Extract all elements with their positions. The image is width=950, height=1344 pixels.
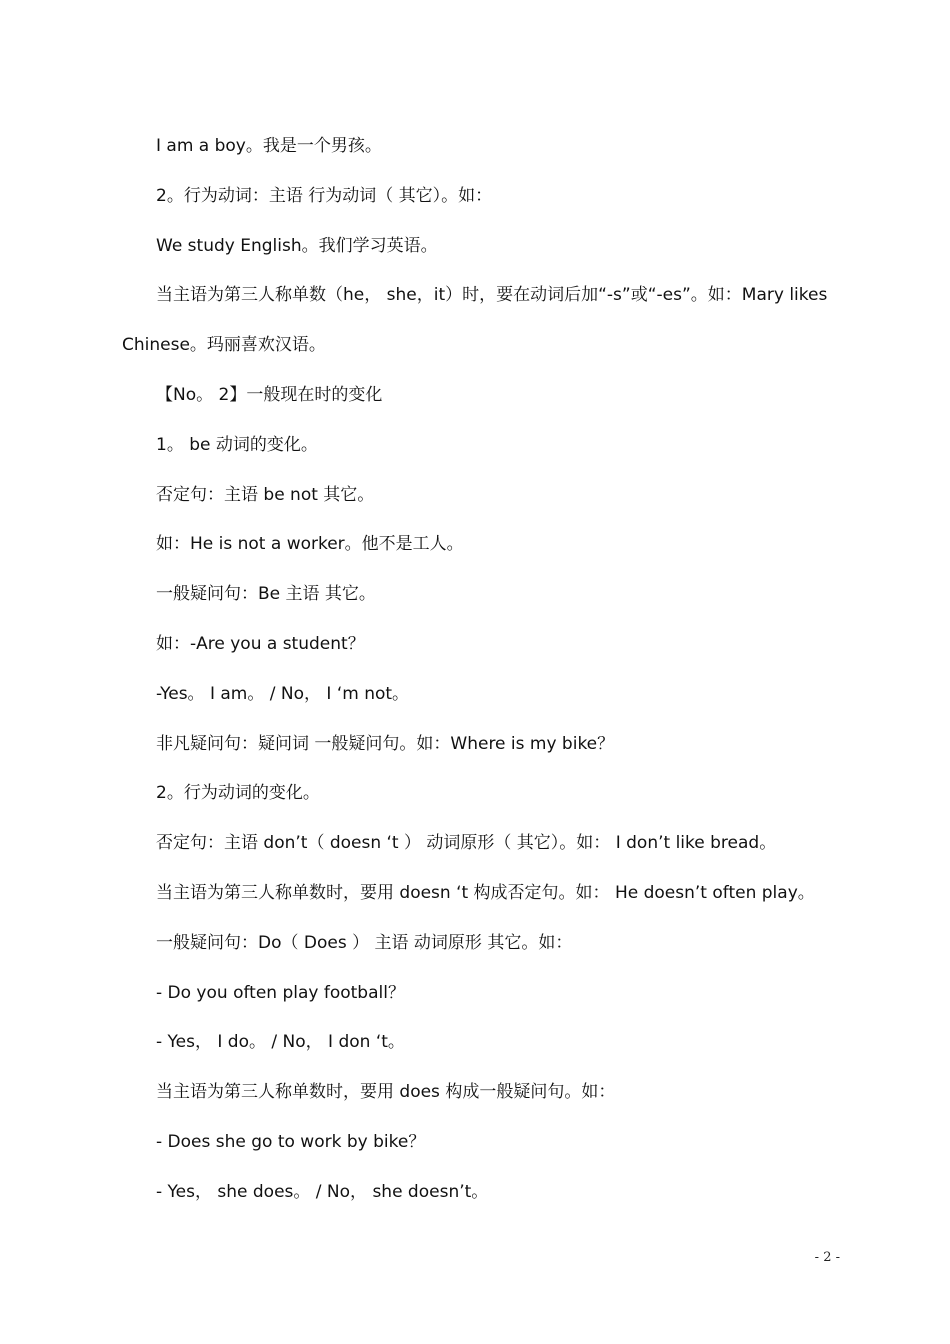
text-line: - Does she go to work by bike？ (156, 1131, 426, 1152)
text-line: 如：He is not a worker。他不是工人。 (156, 534, 464, 555)
text-line: 2。行为动词的变化。 (156, 783, 320, 804)
text-line: We study English。我们学习英语。 (156, 235, 438, 256)
text-line: - Do you often play football？ (156, 982, 405, 1003)
text-line: 当主语为第三人称单数时，要用 does 构成一般疑问句。如： (156, 1082, 616, 1103)
text-line: I am a boy。我是一个男孩。 (156, 136, 382, 156)
text-line: 2。行为动词：主语 行为动词（ 其它）。如： (156, 185, 493, 206)
text-line: - Yes， she does。 / No， she doesn’t。 (156, 1181, 489, 1202)
text-line: 如：-Are you a student？ (156, 633, 365, 654)
text-line: -Yes。 I am。 / No， I ‘m not。 (156, 683, 410, 704)
text-line: 1。 be 动词的变化。 (156, 434, 318, 455)
text-line: 当主语为第三人称单数时，要用 doesn ‘t 构成否定句。如： He doesn’t often play。 (156, 882, 815, 903)
text-line: 一般疑问句：Be 主语 其它。 (156, 584, 376, 605)
text-line-continued: Chinese。玛丽喜欢汉语。 (122, 335, 326, 356)
text-line: 非凡疑问句：疑问词 一般疑问句。如：Where is my bike？ (156, 733, 615, 754)
text-line: 当主语为第三人称单数（he， she，it）时，要在动词后加“-s”或“-es”。如：Mary likes (156, 285, 828, 306)
section-heading: 【No。 2】一般现在时的变化 (156, 384, 383, 405)
text-line: - Yes， I do。 / No， I don ‘t。 (156, 1032, 405, 1053)
document-body (122, 122, 842, 1218)
text-line: 否定句：主语 don’t（ doesn ‘t ） 动词原形（ 其它）。如： I don’t like bread。 (156, 833, 777, 854)
page-number: - 2 - (814, 1250, 840, 1265)
text-line: 否定句：主语 be not 其它。 (156, 484, 375, 505)
text-line: 一般疑问句：Do（ Does ） 主语 动词原形 其它。如： (156, 932, 573, 953)
